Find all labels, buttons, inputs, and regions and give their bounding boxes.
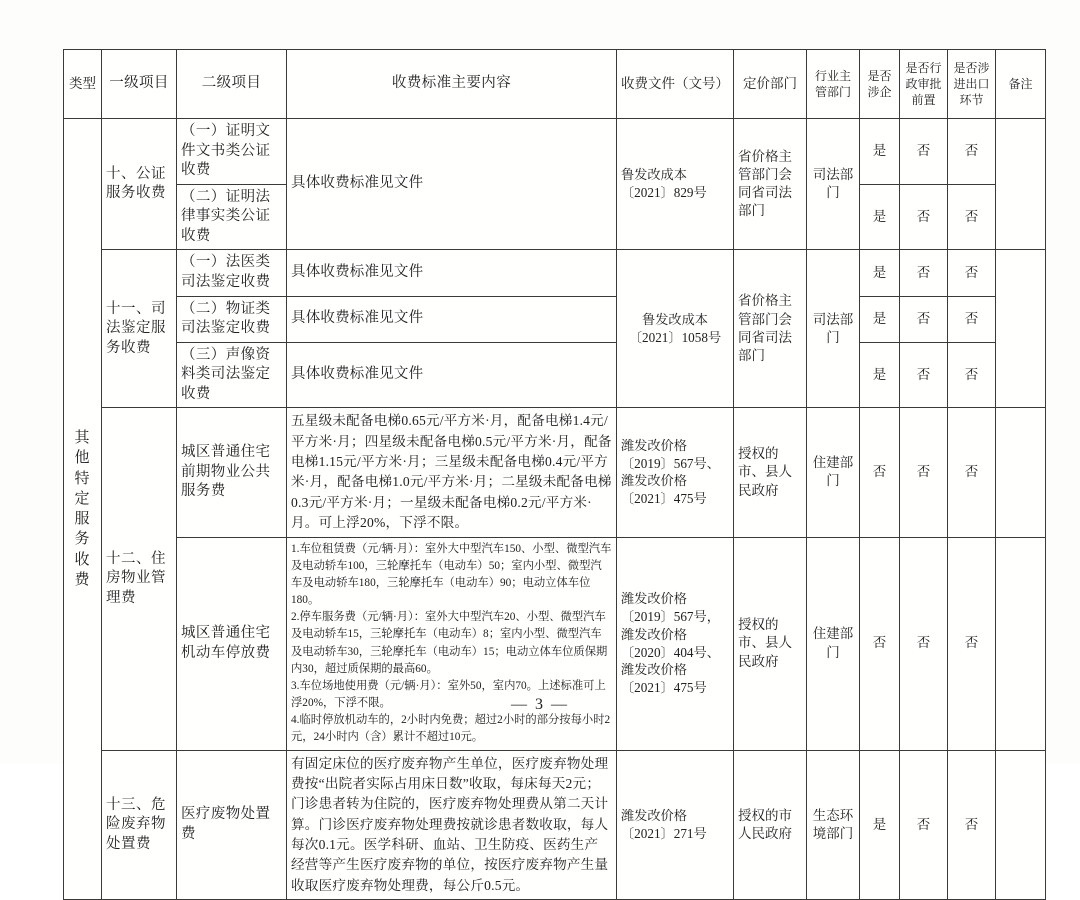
header-type: 类型	[64, 50, 102, 119]
table-row	[64, 250, 1046, 296]
cell-admin-approval-pre: 否	[900, 408, 948, 537]
cell-admin-approval-pre: 否	[900, 250, 948, 296]
cell-doc: 潍发改价格〔2021〕271号	[617, 750, 734, 900]
cell-pricing-dept: 授权的市、县人民政府	[734, 537, 807, 750]
cell-level2: 医疗废物处置费	[177, 750, 287, 900]
cell-industry-dept: 司法部门	[807, 119, 860, 250]
cell-content: 具体收费标准见文件	[287, 296, 617, 342]
table-header	[64, 50, 1046, 119]
cell-admin-approval-pre: 否	[900, 342, 948, 408]
cell-pricing-dept: 授权的市人民政府	[734, 750, 807, 900]
cell-remark	[996, 750, 1046, 900]
table-row	[64, 342, 1046, 408]
cell-level2: 城区普通住宅机动车停放费	[177, 537, 287, 750]
header-level2: 二级项目	[177, 50, 287, 119]
table-row	[64, 296, 1046, 342]
cell-level1: 十、公证服务收费	[102, 119, 177, 250]
cell-pricing-dept: 授权的市、县人民政府	[734, 408, 807, 537]
cell-level2: （一）证明文件文书类公证收费	[177, 119, 287, 185]
cell-import-export: 否	[948, 750, 996, 900]
cell-level1: 十一、司法鉴定服务收费	[102, 250, 177, 408]
cell-industry-dept: 住建部门	[807, 537, 860, 750]
cell-level2: 城区普通住宅前期物业公共服务费	[177, 408, 287, 537]
cell-level2: （二）物证类司法鉴定收费	[177, 296, 287, 342]
content-line: 1.车位租赁费（元/辆·月）：室外大中型汽车150、小型、微型汽车及电动轿车100，三轮摩托车（电动车）50；室内小型、微型汽车及电动轿车180，三轮摩托车（电动车）90；电动立体车位180。	[291, 542, 612, 607]
cell-remark	[996, 408, 1046, 537]
cell-import-export: 否	[948, 250, 996, 296]
cell-involves-enterprise: 否	[860, 408, 900, 537]
header-remark: 备注	[996, 50, 1046, 119]
header-level1: 一级项目	[102, 50, 177, 119]
cell-involves-enterprise: 是	[860, 119, 900, 185]
content-line: 3.车位场地使用费（元/辆·月）：室外50，室内70。上述标准可上浮20%，下浮不限。	[291, 679, 606, 710]
header-involves-enterprise: 是否涉企	[860, 50, 900, 119]
cell-pricing-dept: 省价格主管部门会同省司法部门	[734, 250, 807, 408]
header-import-export: 是否涉进出口环节	[948, 50, 996, 119]
cell-content: 具体收费标准见文件	[287, 119, 617, 250]
header-pricing-dept: 定价部门	[734, 50, 807, 119]
cell-admin-approval-pre: 否	[900, 537, 948, 750]
cell-industry-dept: 司法部门	[807, 250, 860, 408]
cell-import-export: 否	[948, 184, 996, 250]
content-line: 4.临时停放机动车的，2小时内免费；超过2小时的部分按每小时2元，24小时内（含）累计不超过10元。	[291, 714, 611, 744]
cell-content	[287, 537, 617, 750]
cell-doc: 潍发改价格〔2019〕567号、潍发改价格〔2021〕475号	[617, 408, 734, 537]
cell-level2: （三）声像资料类司法鉴定收费	[177, 342, 287, 408]
cell-involves-enterprise: 是	[860, 750, 900, 900]
cell-content: 五星级未配备电梯0.65元/平方米·月，配备电梯1.4元/平方米·月；四星级未配备电梯0.5元/平方米·月，配备电梯1.15元/平方米·月；三星级未配备电梯0.4元/平方米·月，配备电梯1.0元/平方米·月；二星级未配备电梯0.3元/平方米·月；一星级未配备电梯0.2元/平方米·月。可上浮20%，下浮不限。	[287, 408, 617, 537]
cell-remark	[996, 250, 1046, 408]
cell-level1: 十二、住房物业管理费	[102, 408, 177, 750]
cell-industry-dept: 生态环境部门	[807, 750, 860, 900]
cell-import-export: 否	[948, 296, 996, 342]
header-industry-dept: 行业主管部门	[807, 50, 860, 119]
table-body	[64, 119, 1046, 900]
cell-import-export: 否	[948, 408, 996, 537]
cell-doc: 鲁发改成本〔2021〕829号	[617, 119, 734, 250]
cell-involves-enterprise: 是	[860, 296, 900, 342]
cell-doc: 鲁发改成本〔2021〕1058号	[617, 250, 734, 408]
header-doc: 收费文件（文号）	[617, 50, 734, 119]
header-admin-approval-pre: 是否行政审批前置	[900, 50, 948, 119]
header-row	[64, 50, 1046, 119]
cell-involves-enterprise: 否	[860, 537, 900, 750]
cell-admin-approval-pre: 否	[900, 750, 948, 900]
table-row	[64, 119, 1046, 185]
header-content: 收费标准主要内容	[287, 50, 617, 119]
table-row	[64, 750, 1046, 900]
table-row	[64, 408, 1046, 537]
cell-import-export: 否	[948, 342, 996, 408]
table-row	[64, 537, 1046, 750]
cell-involves-enterprise: 是	[860, 342, 900, 408]
cell-type: 其他特定服务收费	[64, 119, 102, 900]
cell-industry-dept: 住建部门	[807, 408, 860, 537]
cell-remark	[996, 537, 1046, 750]
cell-level2: （一）法医类司法鉴定收费	[177, 250, 287, 296]
cell-involves-enterprise: 是	[860, 250, 900, 296]
cell-content: 有固定床位的医疗废弃物产生单位，医疗废弃物处理费按“出院者实际占用床日数”收取，每床每天2元；门诊患者转为住院的，医疗废弃物处理费从第二天计算。门诊医疗废弃物处理费按就诊患者数收取，每人每次0.1元。医学科研、血站、卫生防疫、医药生产经营等产生医疗废弃物的单位，按医疗废弃物产生量收取医疗废弃物处理费，每公斤0.5元。	[287, 750, 617, 900]
cell-pricing-dept: 省价格主管部门会同省司法部门	[734, 119, 807, 250]
cell-remark	[996, 119, 1046, 250]
cell-admin-approval-pre: 否	[900, 119, 948, 185]
cell-content: 具体收费标准见文件	[287, 250, 617, 296]
content-line: 2.停车服务费（元/辆·月）：室外大中型汽车20、小型、微型汽车及电动轿车15，三轮摩托车（电动车）8；室内小型、微型汽车及电动轿车30，三轮摩托车（电动车）15；电动立体车位质保期内30，超过质保期的最高60。	[291, 611, 608, 675]
cell-doc: 潍发改价格〔2019〕567号，潍发改价格〔2020〕404号、潍发改价格〔2021〕475号	[617, 537, 734, 750]
cell-admin-approval-pre: 否	[900, 184, 948, 250]
cell-level1: 十三、危险废弃物处置费	[102, 750, 177, 900]
cell-involves-enterprise: 是	[860, 184, 900, 250]
page-number: — 3 —	[511, 696, 569, 713]
cell-import-export: 否	[948, 537, 996, 750]
cell-admin-approval-pre: 否	[900, 296, 948, 342]
cell-level2: （二）证明法律事实类公证收费	[177, 184, 287, 250]
fee-standards-table	[63, 49, 1046, 900]
cell-content: 具体收费标准见文件	[287, 342, 617, 408]
cell-import-export: 否	[948, 119, 996, 185]
